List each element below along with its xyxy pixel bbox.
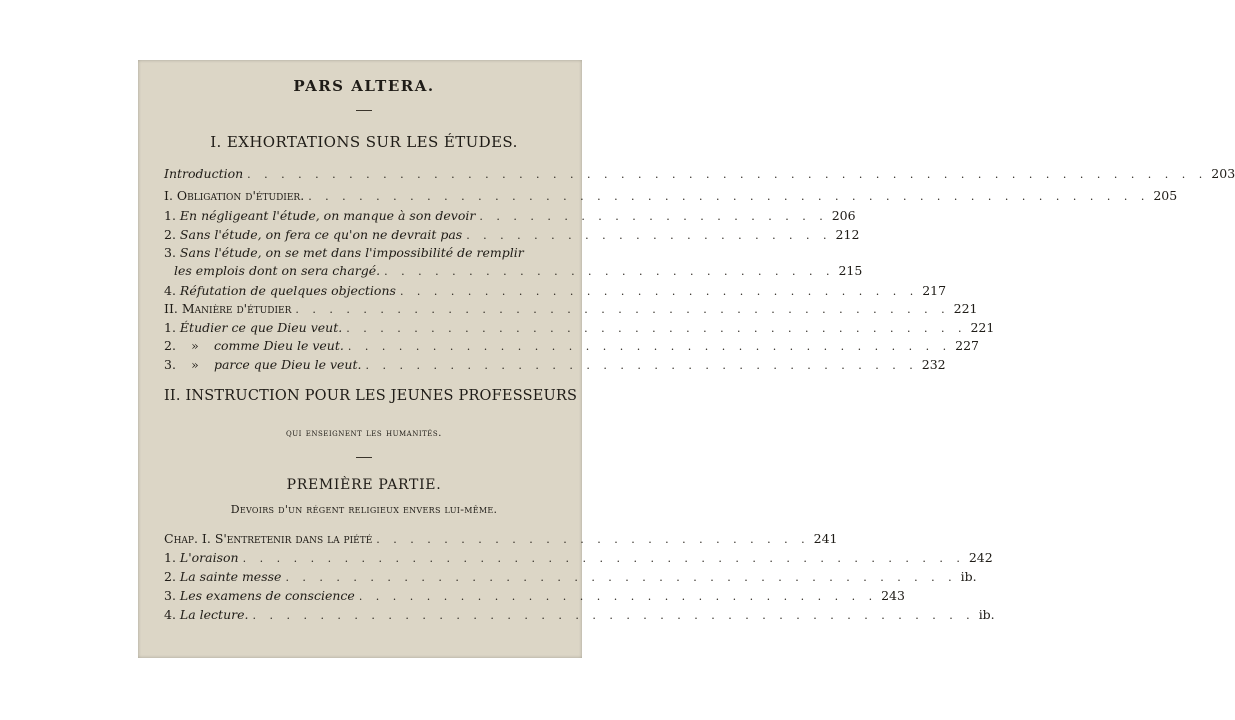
toc-entry[interactable] (164, 282, 947, 300)
toc-entry[interactable] (164, 187, 1178, 205)
toc-entry[interactable] (164, 337, 979, 355)
toc-entry[interactable] (164, 568, 977, 586)
part-subheading: Devoirs d'un régent religieux envers lui-même. (230, 503, 498, 516)
entry-text: Obligation d'étudier. (176, 188, 305, 203)
toc-entry[interactable] (164, 530, 838, 548)
entry-number: I. (164, 188, 173, 203)
entry-page: 221 (970, 320, 995, 335)
toc-entry[interactable] (164, 207, 856, 225)
entry-number: 1. (164, 320, 176, 335)
leader-dots: . . . . . . . . . . . . . . . . . . . . . . . . . . . . . . . . . . . . . . . . . . . (252, 609, 975, 622)
entry-number: 3. (164, 245, 176, 260)
toc-entry[interactable] (164, 549, 993, 567)
separator-rule (356, 457, 372, 458)
entry-page: ib. (960, 569, 977, 584)
toc-entry[interactable] (164, 356, 946, 374)
entry-page: 232 (921, 357, 946, 372)
book-page (138, 60, 1235, 658)
entry-text: les emplois dont on sera chargé. (174, 263, 381, 278)
entry-page: 243 (881, 588, 905, 603)
section-heading: I. EXHORTATIONS SUR LES ÉTUDES. (210, 133, 518, 151)
leader-dots: . . . . . . . . . . . . . . . . . . . . . . . . . . (376, 533, 810, 546)
entry-page: 203 (1211, 166, 1235, 181)
entry-text: La sainte messe (179, 569, 282, 584)
entry-number: 2. (164, 569, 176, 584)
entry-page: 206 (831, 208, 856, 223)
entry-text: Manière d'étudier (181, 301, 292, 316)
entry-number: 1. (164, 550, 176, 565)
entry-text: Sans l'étude, on se met dans l'impossibilité de remplir (179, 245, 524, 260)
leader-dots: . . . . . . . . . . . . . . . . . . . . . . . . . . . . . . . . . . . . . . . . . . . (242, 552, 965, 565)
entry-number: II. (164, 301, 178, 316)
leader-dots: . . . . . . . . . . . . . . . . . . . . . . . . . . . . . . . . . (365, 359, 918, 372)
toc-entry[interactable] (164, 587, 905, 605)
entry-text: Sans l'étude, on fera ce qu'on ne devrait pas (179, 227, 463, 242)
toc-entry[interactable] (164, 319, 995, 337)
leader-dots: . . . . . . . . . . . . . . . . . . . . . . . . . . . . . . . . . . . . . (346, 322, 967, 335)
entry-text: Étudier ce que Dieu veut. (179, 320, 343, 335)
entry-text: parce que Dieu le veut. (213, 357, 362, 372)
part-heading: PREMIÈRE PARTIE. (286, 477, 442, 493)
entry-text: L'oraison (179, 550, 239, 565)
entry-text: Les examens de conscience (179, 588, 355, 603)
entry-number: 4. (164, 607, 176, 622)
page-title: PARS ALTERA. (293, 77, 435, 95)
leader-dots: . . . . . . . . . . . . . . . . . . . . . . . . . . . . . . . . . . . . . . . . (285, 571, 957, 584)
section-subheading: qui enseignent les humanités. (285, 427, 443, 439)
entry-text: Introduction (164, 166, 244, 181)
entry-page: ib. (978, 607, 995, 622)
toc-entry[interactable] (164, 300, 978, 318)
toc-entry[interactable] (164, 606, 995, 624)
entry-text: En négligeant l'étude, on manque à son devoir (179, 208, 476, 223)
leader-dots: . . . . . . . . . . . . . . . . . . . . . . . . . . . . . . . . . . . . (347, 340, 952, 353)
entry-text: Réfutation de quelques objections (179, 283, 396, 298)
toc-entry[interactable] (174, 262, 863, 280)
toc-entry[interactable] (164, 226, 860, 244)
entry-page: 227 (955, 338, 979, 353)
leader-dots: . . . . . . . . . . . . . . . . . . . . . . . . . . . . . . . (399, 285, 919, 298)
leader-dots: . . . . . . . . . . . . . . . . . . . . . . (466, 229, 832, 242)
separator-rule (356, 110, 372, 111)
ditto-mark: » (191, 338, 199, 353)
leader-dots: . . . . . . . . . . . . . . . . . . . . . . . . . . . . . . . . . . . . . . . . . . . . . . . . . . (308, 190, 1150, 203)
entry-text: S'entretenir dans la piété (214, 531, 373, 546)
toc-entry[interactable] (164, 165, 1235, 183)
entry-first-line (164, 244, 524, 261)
entry-number: 3. (164, 588, 176, 603)
entry-page: 242 (968, 550, 993, 565)
section-heading: II. INSTRUCTION POUR LES JEUNES PROFESSEURS (164, 388, 578, 404)
entry-number: 4. (164, 283, 176, 298)
entry-page: 212 (835, 227, 860, 242)
entry-number: 3. (164, 357, 176, 372)
ditto-mark: » (191, 357, 199, 372)
leader-dots: . . . . . . . . . . . . . . . . . . . . . (479, 210, 828, 223)
entry-number: Chap. I. (164, 531, 211, 546)
leader-dots: . . . . . . . . . . . . . . . . . . . . . . . . . . . . . . . (358, 590, 878, 603)
entry-page: 241 (813, 531, 838, 546)
entry-page: 221 (953, 301, 978, 316)
entry-page: 205 (1153, 188, 1178, 203)
entry-number: 2. (164, 227, 176, 242)
entry-text: La lecture. (179, 607, 249, 622)
entry-text: comme Dieu le veut. (213, 338, 344, 353)
entry-number: 1. (164, 208, 176, 223)
leader-dots: . . . . . . . . . . . . . . . . . . . . . . . . . . . (384, 265, 835, 278)
entry-number: 2. (164, 338, 176, 353)
leader-dots: . . . . . . . . . . . . . . . . . . . . . . . . . . . . . . . . . . . . . . . . . . . . . . . . . . . . . . . . . (247, 168, 1208, 181)
entry-page: 217 (922, 283, 947, 298)
leader-dots: . . . . . . . . . . . . . . . . . . . . . . . . . . . . . . . . . . . . . . . (295, 303, 950, 316)
entry-page: 215 (838, 263, 863, 278)
